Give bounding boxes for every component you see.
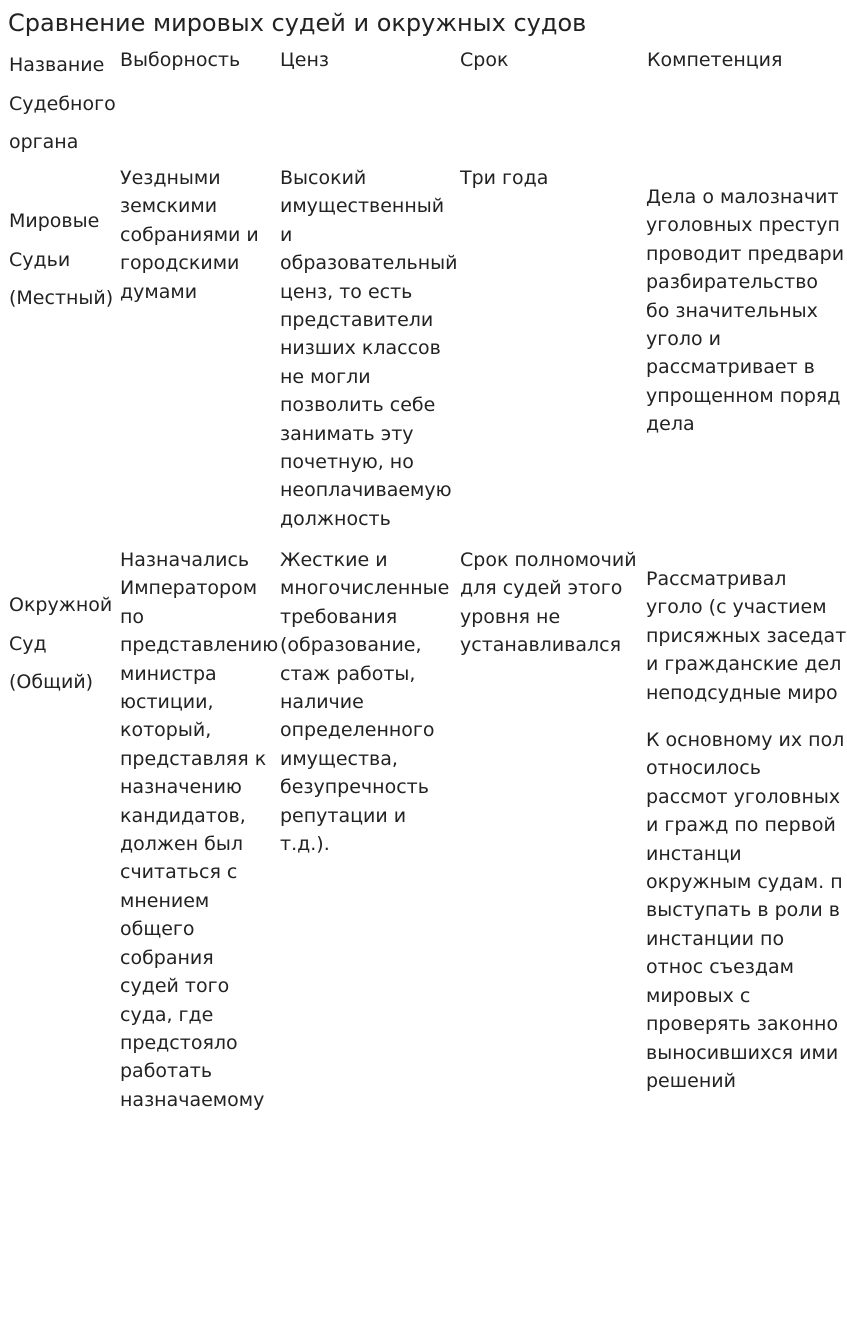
- row2-name: Окружной Суд (Общий): [9, 594, 113, 693]
- header-qualification: Ценз: [280, 49, 329, 71]
- row1-competence: [646, 164, 847, 436]
- row2-election: Назначались Императором по представлению министра юстиции, который, представляя к назначению кандидатов, должен был считаться с мнением общего собрания судей того суда, где предстояло работать назначаемому: [120, 549, 279, 1111]
- row2-competence-text-2: К основному их пол относилось рассмот уголовных и гражд по первой инстанци окружным судам. п выступать в роли в инстанции по относ съездам мировых с проверять законно выносившихся ими решений: [646, 729, 845, 1092]
- row2-competence: [646, 546, 847, 1092]
- row1-competence-text: Дела о малозначит уголовных преступ проводит предвари разбирательство бо значительных уголо и рассматривает в упрощенном поряд дела: [646, 186, 845, 436]
- row1-name: Мировые Судьи (Местный): [9, 210, 114, 309]
- header-term: Срок: [460, 49, 509, 71]
- row1-election: Уездными земскими собраниями и городскими думами: [120, 167, 259, 303]
- header-competence: Компетенция: [647, 49, 783, 71]
- row2-qualification: Жесткие и многочисленные требования (образование, стаж работы, наличие определенного имущества, безупречность репутации и т.д.).: [280, 549, 450, 856]
- row1-term: Три года: [460, 167, 549, 189]
- page-title: Сравнение мировых судей и окружных судов: [8, 9, 587, 37]
- header-election: Выборность: [120, 49, 241, 71]
- row1-qualification: Высокий имущественный и образовательный ценз, то есть представители низших классов не могли позволить себе занимать эту почетную, но неоплачиваемую должность: [280, 167, 458, 530]
- header-name: Название Судебного органа: [9, 54, 116, 153]
- row2-term: Срок полномочий для судей этого уровня не устанавливался: [460, 549, 637, 657]
- row2-competence-text-1: Рассматривал уголо (с участием присяжных заседат и гражданские дел неподсудные миро: [646, 568, 847, 704]
